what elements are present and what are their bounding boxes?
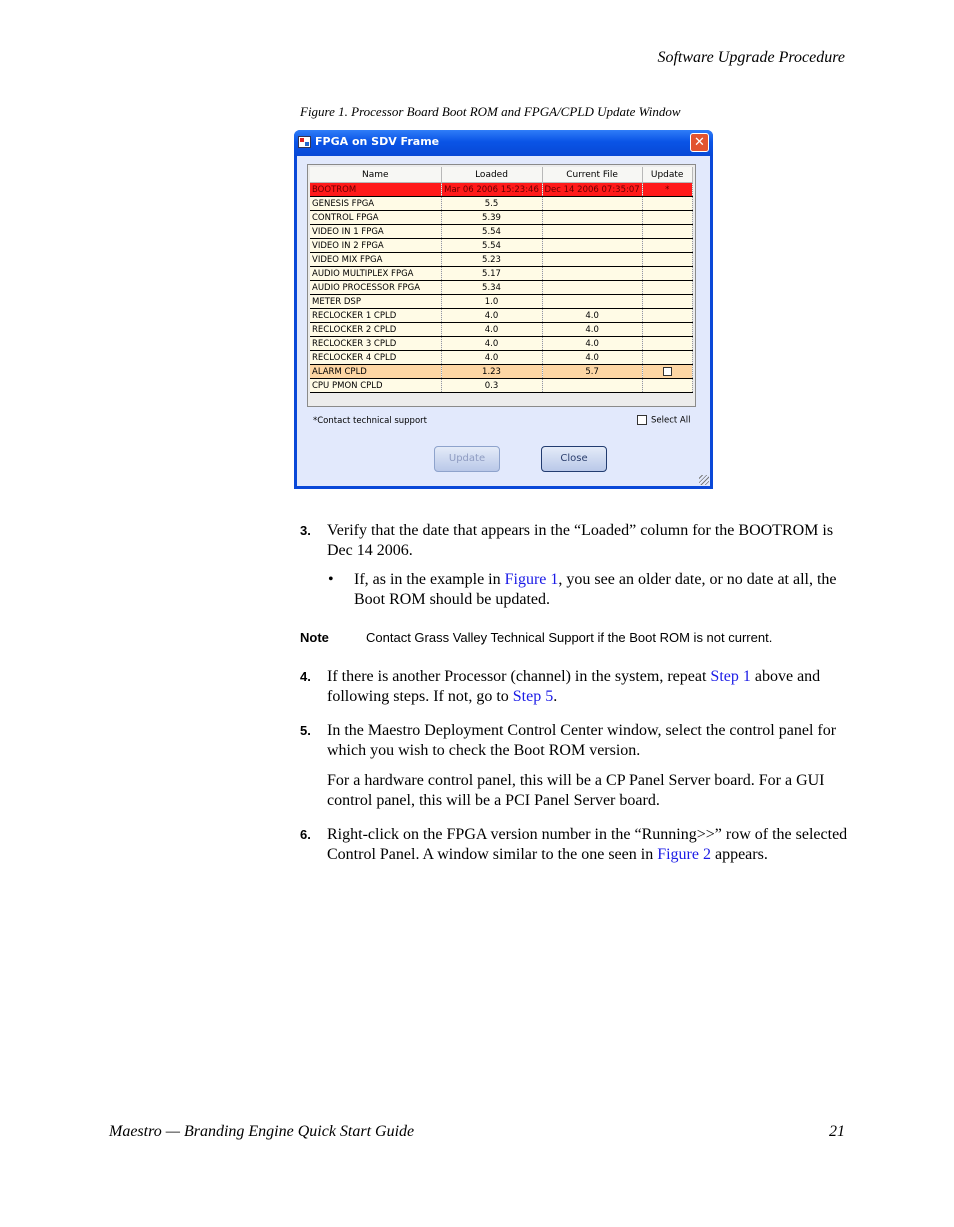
page-header-title: Software Upgrade Procedure — [657, 49, 845, 66]
cell-current-file: Dec 14 2006 07:35:07 — [542, 183, 642, 197]
cell-update[interactable] — [642, 253, 692, 267]
step-text-pre: If there is another Processor (channel) in the system, repeat — [327, 668, 711, 685]
update-checkbox[interactable] — [663, 367, 672, 376]
cell-loaded: 4.0 — [441, 323, 542, 337]
cell-current-file — [542, 225, 642, 239]
cell-loaded: 5.54 — [441, 239, 542, 253]
table-row[interactable] — [310, 379, 692, 393]
dialog-titlebar — [294, 130, 713, 156]
table-row[interactable] — [310, 267, 692, 281]
cell-current-file: 5.7 — [542, 365, 642, 379]
fpga-version-grid — [307, 164, 696, 407]
table-row[interactable] — [310, 365, 692, 379]
cell-loaded: 1.0 — [441, 295, 542, 309]
cell-current-file: 4.0 — [542, 323, 642, 337]
column-header-update[interactable]: Update — [642, 167, 692, 183]
cell-current-file: 4.0 — [542, 337, 642, 351]
update-button[interactable]: Update — [434, 446, 500, 472]
table-row[interactable] — [310, 281, 692, 295]
cell-current-file — [542, 239, 642, 253]
cell-update[interactable] — [642, 309, 692, 323]
step-text-post: appears. — [710, 846, 768, 863]
cell-update[interactable] — [642, 337, 692, 351]
step-text-continued: For a hardware control panel, this will be a CP Panel Server board. For a GUI control panel, this will be a PCI Panel Server board. — [327, 772, 825, 809]
cell-update[interactable] — [642, 225, 692, 239]
cell-update[interactable] — [642, 323, 692, 337]
note-text: Contact Grass Valley Technical Support if the Boot ROM is not current. — [366, 630, 773, 645]
cell-name: VIDEO IN 1 FPGA — [310, 225, 441, 239]
cell-loaded: 4.0 — [441, 351, 542, 365]
resize-grip-icon[interactable] — [699, 475, 709, 485]
cell-current-file — [542, 379, 642, 393]
step-text-pre: Right-click on the FPGA version number in the “Running>>” row of the selected Control Panel. A window similar to the one seen in — [327, 826, 848, 863]
footer-page-number: 21 — [829, 1123, 845, 1140]
table-row[interactable] — [310, 239, 692, 253]
cell-loaded: 5.39 — [441, 211, 542, 225]
cell-update[interactable] — [642, 351, 692, 365]
dialog-title: FPGA on SDV Frame — [315, 135, 440, 148]
cell-loaded: 4.0 — [441, 337, 542, 351]
cell-name: METER DSP — [310, 295, 441, 309]
table-row[interactable] — [310, 211, 692, 225]
table-row[interactable] — [310, 323, 692, 337]
cell-name: AUDIO PROCESSOR FPGA — [310, 281, 441, 295]
step-4 — [300, 667, 848, 717]
table-row[interactable] — [310, 253, 692, 267]
cell-loaded: 5.17 — [441, 267, 542, 281]
footer-guide-title: Maestro — Branding Engine Quick Start Guide — [109, 1123, 415, 1140]
cell-current-file — [542, 253, 642, 267]
cell-current-file: 4.0 — [542, 309, 642, 323]
cell-name: AUDIO MULTIPLEX FPGA — [310, 267, 441, 281]
cell-update[interactable]: * — [642, 183, 692, 197]
step-number: 4. — [300, 669, 311, 684]
select-all-control[interactable] — [637, 415, 690, 426]
cell-update[interactable] — [642, 211, 692, 225]
cell-loaded: 5.23 — [441, 253, 542, 267]
step-6 — [300, 825, 848, 875]
cell-loaded: 1.23 — [441, 365, 542, 379]
step-number: 5. — [300, 723, 311, 738]
cell-update[interactable] — [642, 197, 692, 211]
cell-name: VIDEO MIX FPGA — [310, 253, 441, 267]
figure-1-link[interactable]: Figure 1 — [504, 571, 559, 588]
select-all-label: Select All — [651, 415, 691, 426]
cell-current-file — [542, 281, 642, 295]
cell-current-file: 4.0 — [542, 351, 642, 365]
table-row[interactable] — [310, 183, 692, 197]
cell-name: RECLOCKER 1 CPLD — [310, 309, 441, 323]
table-row[interactable] — [310, 197, 692, 211]
bullet-text-pre: If, as in the example in — [354, 571, 505, 588]
table-row[interactable] — [310, 295, 692, 309]
figure-caption: Figure 1. Processor Board Boot ROM and FPGA/CPLD Update Window — [300, 104, 681, 119]
cell-update[interactable] — [642, 281, 692, 295]
cell-name: GENESIS FPGA — [310, 197, 441, 211]
cell-update[interactable] — [642, 379, 692, 393]
column-header-name[interactable]: Name — [310, 167, 441, 183]
cell-name: ALARM CPLD — [310, 365, 441, 379]
contact-support-note: *Contact technical support — [313, 416, 427, 426]
step-text: In the Maestro Deployment Control Center window, select the control panel for which you wish to check the Boot ROM version. — [327, 722, 837, 759]
table-header-row — [310, 167, 692, 183]
table-row[interactable] — [310, 309, 692, 323]
step-text-post: . — [553, 688, 558, 705]
table-row[interactable] — [310, 351, 692, 365]
cell-loaded: Mar 06 2006 15:23:46 — [441, 183, 542, 197]
table-row[interactable] — [310, 337, 692, 351]
cell-name: RECLOCKER 4 CPLD — [310, 351, 441, 365]
cell-current-file — [542, 211, 642, 225]
fpga-dialog-window — [294, 130, 713, 489]
cell-current-file — [542, 197, 642, 211]
cell-name: BOOTROM — [310, 183, 441, 197]
bullet-dot: • — [328, 571, 334, 588]
table-row[interactable] — [310, 225, 692, 239]
step-number: 6. — [300, 827, 311, 842]
cell-update[interactable] — [642, 365, 692, 379]
bullet-text-post: , you see an older date, or no date at all, the Boot ROM should be updated. — [354, 571, 837, 608]
step-5 — [300, 721, 848, 821]
column-header-current-file[interactable]: Current File — [542, 167, 642, 183]
step-5-link[interactable]: Step 5 — [512, 688, 554, 705]
figure-2-link[interactable]: Figure 2 — [657, 846, 711, 863]
cell-update[interactable] — [642, 295, 692, 309]
note-label: Note — [300, 630, 329, 645]
column-header-loaded[interactable]: Loaded — [441, 167, 542, 183]
select-all-checkbox[interactable] — [637, 415, 647, 425]
cell-loaded: 5.5 — [441, 197, 542, 211]
close-button[interactable]: Close — [541, 446, 607, 472]
step-text-mid: above and following steps. If not, go to — [327, 668, 821, 705]
bullet-item — [328, 570, 848, 610]
step-number: 3. — [300, 523, 311, 538]
cell-name: RECLOCKER 3 CPLD — [310, 337, 441, 351]
cell-current-file — [542, 295, 642, 309]
cell-update[interactable] — [642, 239, 692, 253]
step-3 — [300, 521, 848, 571]
cell-current-file — [542, 267, 642, 281]
step-1-link[interactable]: Step 1 — [710, 668, 751, 685]
close-icon[interactable]: ✕ — [690, 133, 709, 152]
fpga-version-table — [310, 167, 693, 393]
cell-name: VIDEO IN 2 FPGA — [310, 239, 441, 253]
step-text: Verify that the date that appears in the “Loaded” column for the BOOTROM is Dec 14 2006. — [327, 522, 834, 559]
cell-name: RECLOCKER 2 CPLD — [310, 323, 441, 337]
cell-loaded: 5.54 — [441, 225, 542, 239]
cell-loaded: 0.3 — [441, 379, 542, 393]
app-window-icon — [298, 136, 311, 148]
cell-update[interactable] — [642, 267, 692, 281]
dialog-client-area — [297, 156, 710, 486]
cell-name: CPU PMON CPLD — [310, 379, 441, 393]
cell-loaded: 5.34 — [441, 281, 542, 295]
cell-name: CONTROL FPGA — [310, 211, 441, 225]
cell-loaded: 4.0 — [441, 309, 542, 323]
